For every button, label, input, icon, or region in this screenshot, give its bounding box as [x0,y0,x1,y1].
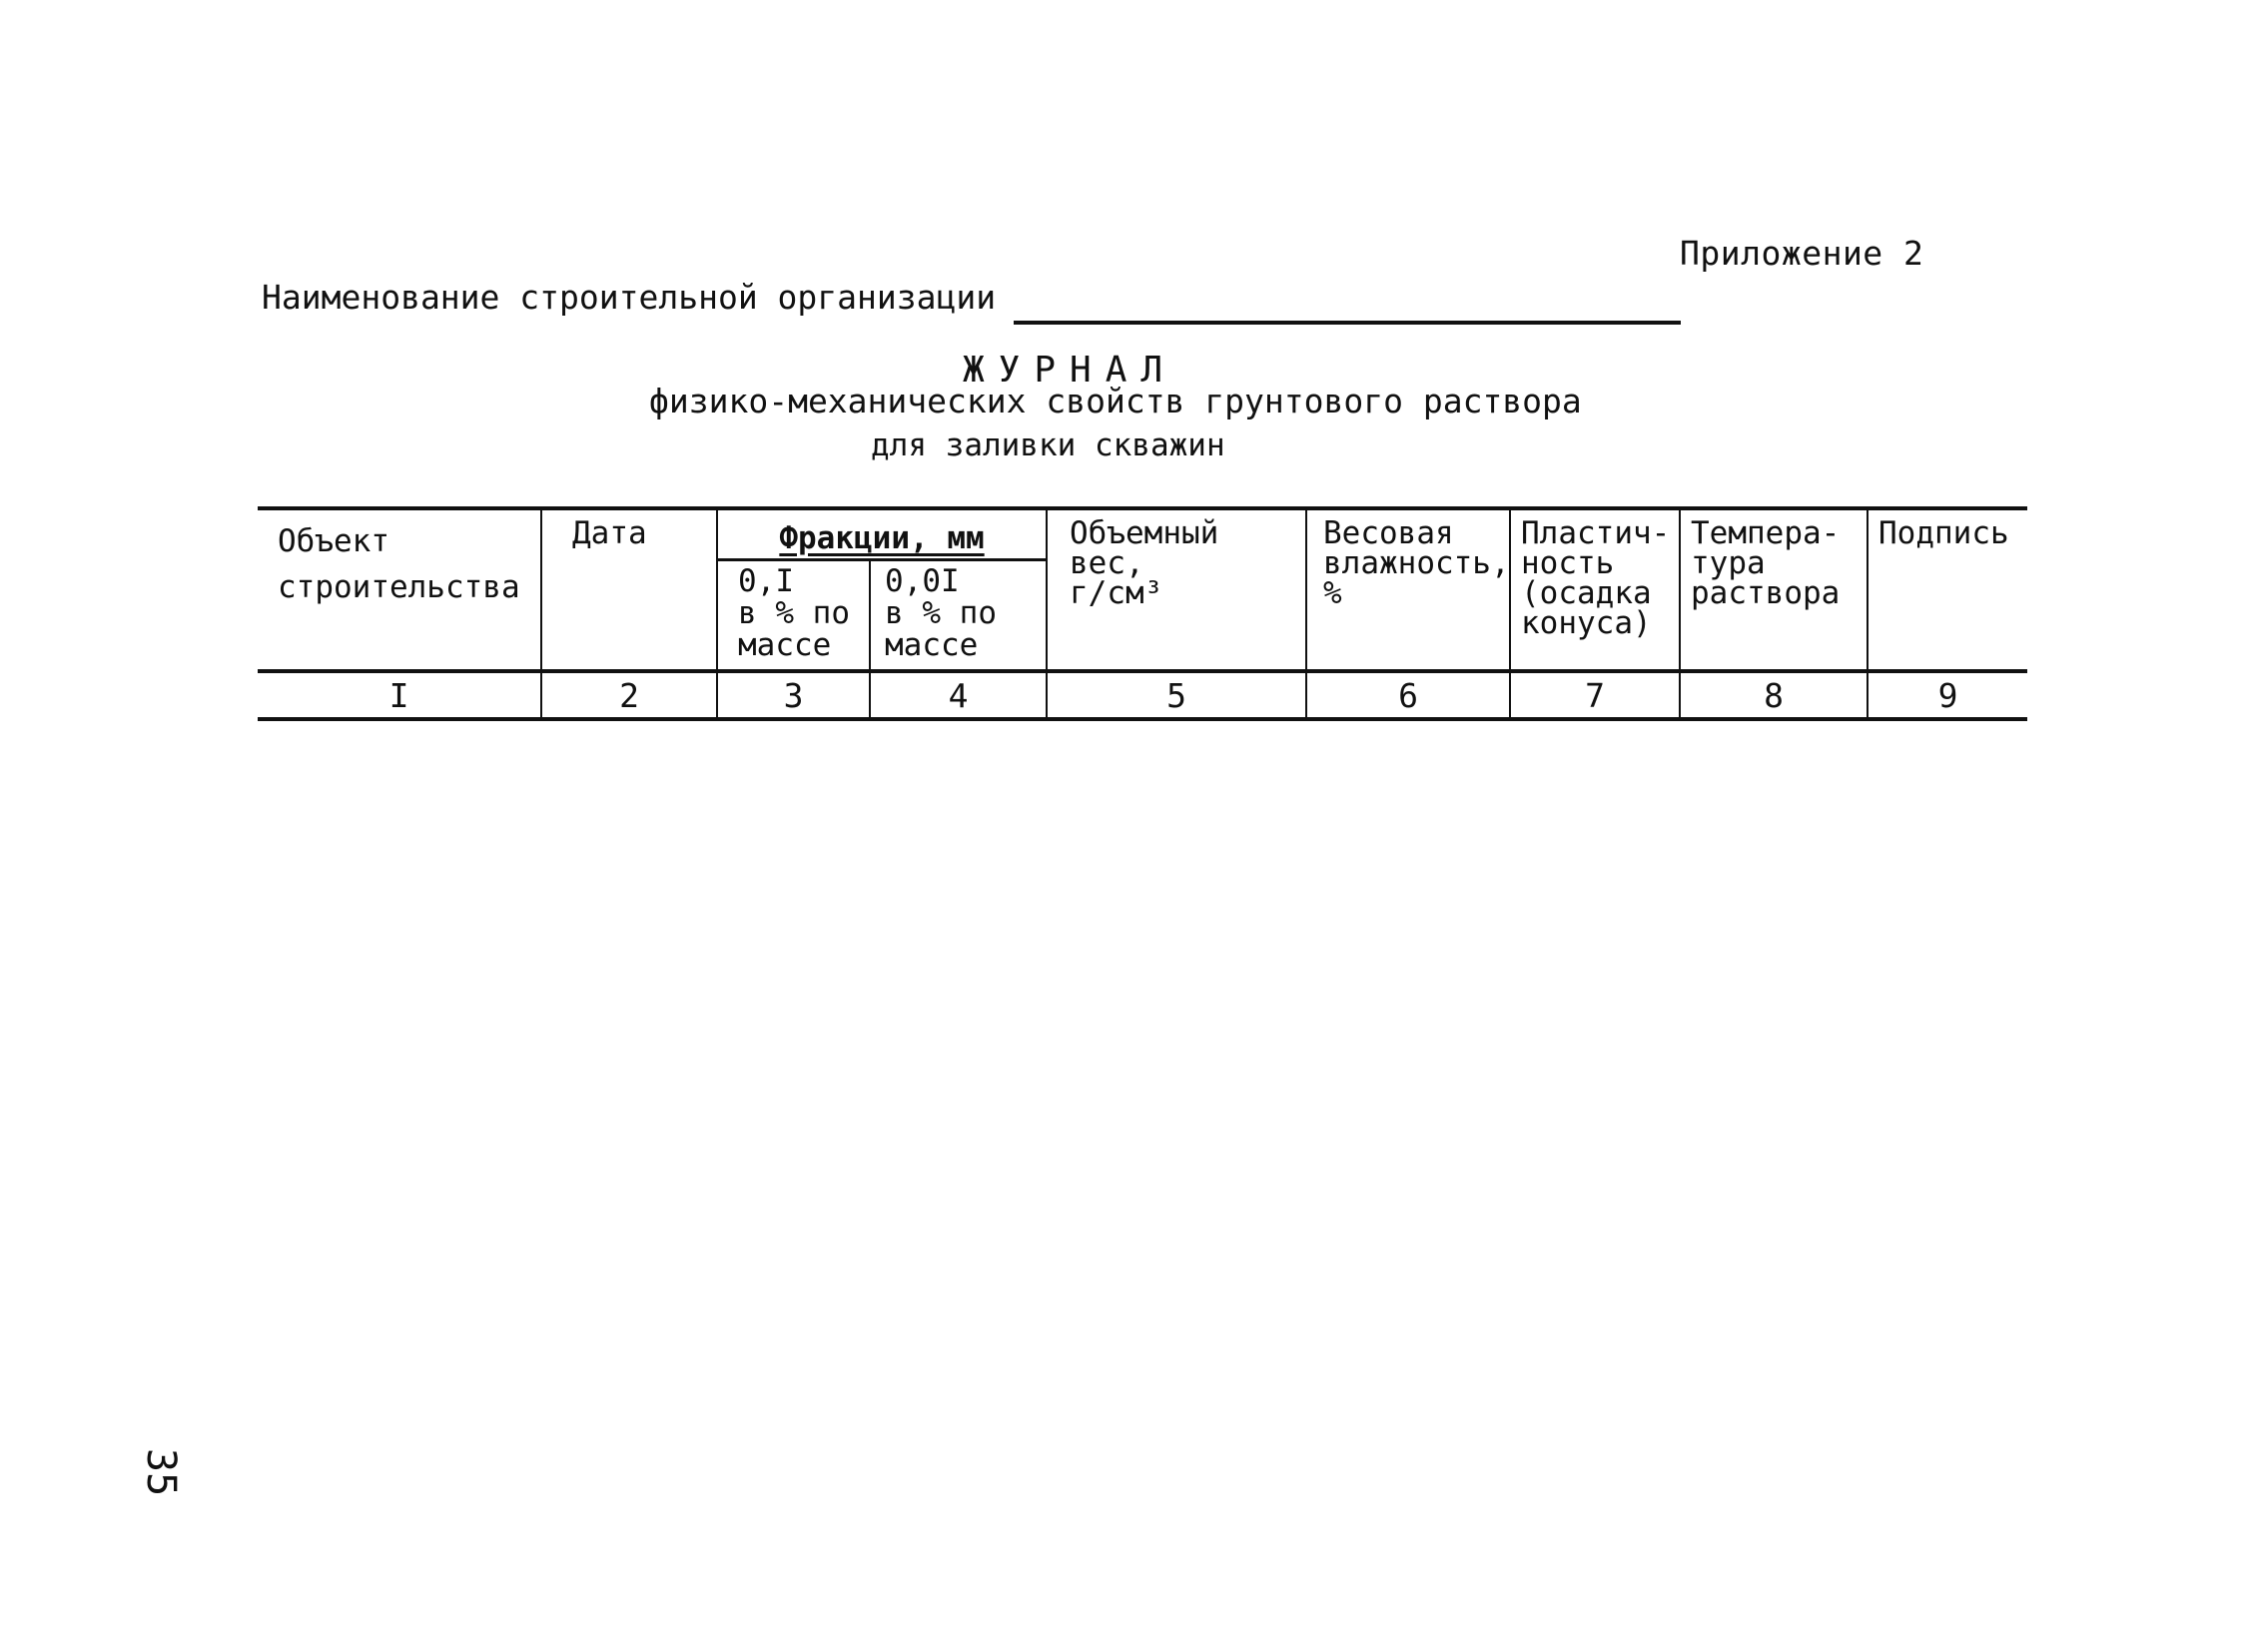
organization-blank-field[interactable] [1014,291,1681,325]
journal-table [258,506,2027,721]
column-number: 7 [1510,671,1680,719]
header-volume-weight: Объемный вес, г/см³ [1047,508,1306,671]
header-plasticity: Пластич- ность (осадка конуса) [1510,508,1680,671]
journal-title: ЖУРНАЛ [963,350,1177,391]
header-object: Объект строительства [258,508,541,671]
header-signature: Подпись [1868,508,2027,671]
column-number: 8 [1680,671,1868,719]
header-moisture: Весовая влажность, % [1306,508,1510,671]
header-fraction-01: 0,I в % по массе [717,560,870,672]
header-fractions [717,508,1047,560]
journal-subtitle-line1: физико-механических свойств грунтового раствора [649,382,1582,420]
organization-line [262,278,1681,317]
column-number: 9 [1868,671,2027,719]
header-fraction-001: 0,0I в % по массе [870,560,1047,672]
appendix-label: Приложение 2 [1680,234,1924,273]
organization-label: Наименование строительной организации [262,278,997,317]
header-date: Дата [541,508,717,671]
column-number: 3 [717,671,870,719]
page-number: 35 [138,1448,184,1497]
journal-subtitle-line2: для заливки скважин [871,427,1225,463]
column-number: 5 [1047,671,1306,719]
column-number-row [258,671,2027,719]
column-number: 6 [1306,671,1510,719]
header-fractions-label: Фракции, мм [779,520,985,556]
header-temperature: Темпера- тура раствора [1680,508,1868,671]
column-number: 2 [541,671,717,719]
column-number: 4 [870,671,1047,719]
column-number: I [258,671,541,719]
